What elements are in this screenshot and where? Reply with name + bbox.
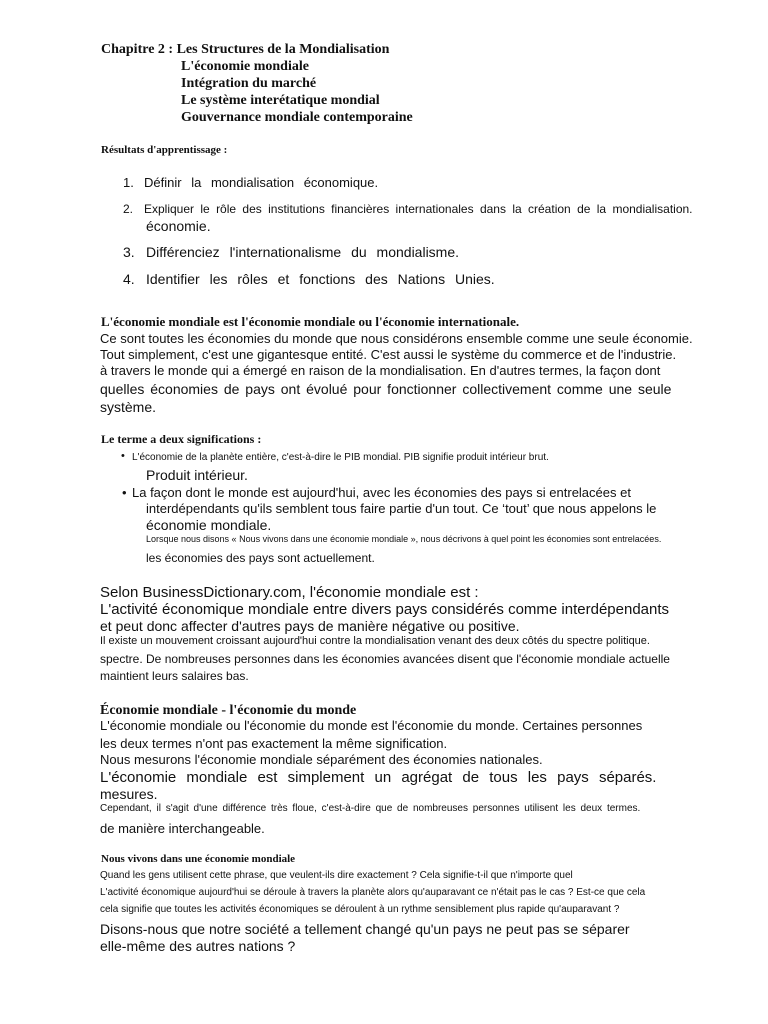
outcome-word: de xyxy=(577,202,591,216)
paragraph-line: de manière interchangeable. xyxy=(100,821,265,836)
paragraph-line: et peut donc affecter d'autres pays de manière négative ou positive. xyxy=(100,618,520,634)
outcome-word: fonctions xyxy=(299,271,356,287)
bullet-text: les économies des pays sont actuellement. xyxy=(146,551,375,565)
paragraph-line: Disons-nous que notre société a tellement changé qu'un pays ne peut pas se séparer xyxy=(100,921,630,937)
bullet-text: Lorsque nous disons « Nous vivons dans une économie mondiale », nous décrivons à quel point les économies sont entrelacées. xyxy=(146,534,662,544)
outcome-word: les xyxy=(209,271,228,287)
outcome-word: des xyxy=(242,202,262,216)
outcome-word: rôle xyxy=(216,202,237,216)
paragraph-line: Cependant, il s'agit d'une différence très floue, c'est-à-dire que de nombreuses personnes utilisent les deux termes. xyxy=(100,803,641,814)
chapter-subtitle: Gouvernance mondiale contemporaine xyxy=(181,110,413,125)
paragraph-line: L'activité économique mondiale entre divers pays considérés comme interdépendants xyxy=(100,601,670,618)
bullet-text: La façon dont le monde est aujourd'hui, avec les économies des pays si entrelacées et xyxy=(132,485,631,500)
paragraph-line: les deux termes n'ont pas exactement la même signification. xyxy=(100,736,448,751)
section-heading: Le terme a deux significations : xyxy=(101,432,262,446)
outcome-word: dans xyxy=(479,202,506,216)
bullet-text: Produit intérieur. xyxy=(146,467,248,483)
outcome-word: institutions xyxy=(268,202,325,216)
paragraph-line: Nous mesurons l'économie mondiale séparément des économies nationales. xyxy=(100,752,543,767)
bullet-text: économie mondiale. xyxy=(146,517,272,533)
paragraph-line: L'activité économique aujourd'hui se déroule à travers la planète alors qu'auparavant ce n'était pas le cas ? Est-ce que cela xyxy=(100,887,646,898)
outcome-word: la xyxy=(512,202,522,216)
outcome-text xyxy=(144,202,693,216)
outcome-number: 1. xyxy=(123,175,134,190)
paragraph-line: mesures. xyxy=(100,786,158,802)
outcome-word: et xyxy=(277,271,290,287)
paragraph-line: L'économie mondiale ou l'économie du monde est l'économie du monde. Certaines personnes xyxy=(100,718,643,733)
outcome-word: des xyxy=(365,271,388,287)
chapter-title: Chapitre 2 : Les Structures de la Mondialisation xyxy=(101,42,390,57)
outcome-word: l'internationalisme xyxy=(229,244,342,260)
outcome-word: la xyxy=(191,175,202,190)
outcome-word: internationales xyxy=(395,202,474,216)
paragraph-line: Quand les gens utilisent cette phrase, que veulent-ils dire exactement ? Cela signifie-t-il que n'importe quel xyxy=(100,870,573,881)
bullet-text: L'économie de la planète entière, c'est-à-dire le PIB mondial. PIB signifie produit intérieur brut. xyxy=(132,452,549,463)
bullet-text: interdépendants qu'ils semblent tous faire partie d'un tout. Ce ‘tout’ que nous appelons le xyxy=(146,501,657,516)
outcome-text xyxy=(146,271,495,287)
outcome-number: 4. xyxy=(123,271,135,287)
outcome-word: financières xyxy=(331,202,390,216)
paragraph-line: elle-même des autres nations ? xyxy=(100,938,296,954)
outcome-text xyxy=(146,244,459,260)
section-heading: Nous vivons dans une économie mondiale xyxy=(101,853,296,865)
paragraph-line: Tout simplement, c'est une gigantesque entité. C'est aussi le système du commerce et de l'industrie. xyxy=(100,347,677,362)
paragraph-line: Selon BusinessDictionary.com, l'économie mondiale est : xyxy=(100,584,479,601)
bullet-icon: • xyxy=(121,450,125,462)
paragraph-line: à travers le monde qui a émergé en raison de la mondialisation. En d'autres termes, la façon dont xyxy=(100,363,661,378)
paragraph-line: cela signifie que toutes les activités économiques se déroulent à un rythme sensiblement plus rapide qu'auparavant ? xyxy=(100,904,620,915)
section-heading: Économie mondiale - l'économie du monde xyxy=(100,703,357,718)
outcome-word: le xyxy=(200,202,210,216)
chapter-subtitle: Intégration du marché xyxy=(181,76,317,91)
outcome-word: mondialisation. xyxy=(612,202,693,216)
paragraph-line: quelles économies de pays ont évolué pour fonctionner collectivement comme une seule xyxy=(100,381,672,397)
outcome-word: du xyxy=(351,244,367,260)
outcome-word: création xyxy=(528,202,571,216)
outcome-word: Différenciez xyxy=(146,244,220,260)
chapter-subtitle: L'économie mondiale xyxy=(181,59,309,74)
outcome-word: Expliquer xyxy=(144,202,195,216)
outcome-word: rôles xyxy=(237,271,268,287)
chapter-subtitle: Le système interétatique mondial xyxy=(181,93,380,108)
bullet-icon: • xyxy=(122,485,127,500)
outcome-text xyxy=(144,175,378,190)
paragraph-line: L'économie mondiale est simplement un agrégat de tous les pays séparés. xyxy=(100,769,657,786)
outcome-word: économique. xyxy=(303,175,379,190)
outcome-continuation: économie. xyxy=(146,218,211,234)
outcome-word: mondialisme. xyxy=(376,244,460,260)
outcomes-heading: Résultats d'apprentissage : xyxy=(101,144,228,156)
section-heading: L'économie mondiale est l'économie mondiale ou l'économie internationale. xyxy=(101,314,520,329)
outcome-number: 2. xyxy=(123,202,134,216)
outcome-word: Définir xyxy=(144,175,182,190)
paragraph-line: maintient leurs salaires bas. xyxy=(100,669,249,683)
paragraph-line: Ce sont toutes les économies du monde que nous considérons ensemble comme une seule économie. xyxy=(100,331,693,346)
outcome-word: Nations xyxy=(397,271,446,287)
outcome-number: 3. xyxy=(123,244,135,260)
outcome-word: Unies. xyxy=(454,271,495,287)
outcome-word: la xyxy=(596,202,607,216)
paragraph-line: Il existe un mouvement croissant aujourd'hui contre la mondialisation venant des deux côtés du spectre politique. xyxy=(100,635,650,647)
outcome-word: mondialisation xyxy=(210,175,295,190)
paragraph-line: système. xyxy=(100,399,157,415)
outcome-word: Identifier xyxy=(146,271,200,287)
paragraph-line: spectre. De nombreuses personnes dans les économies avancées disent que l'économie mondiale actuelle xyxy=(100,652,670,666)
